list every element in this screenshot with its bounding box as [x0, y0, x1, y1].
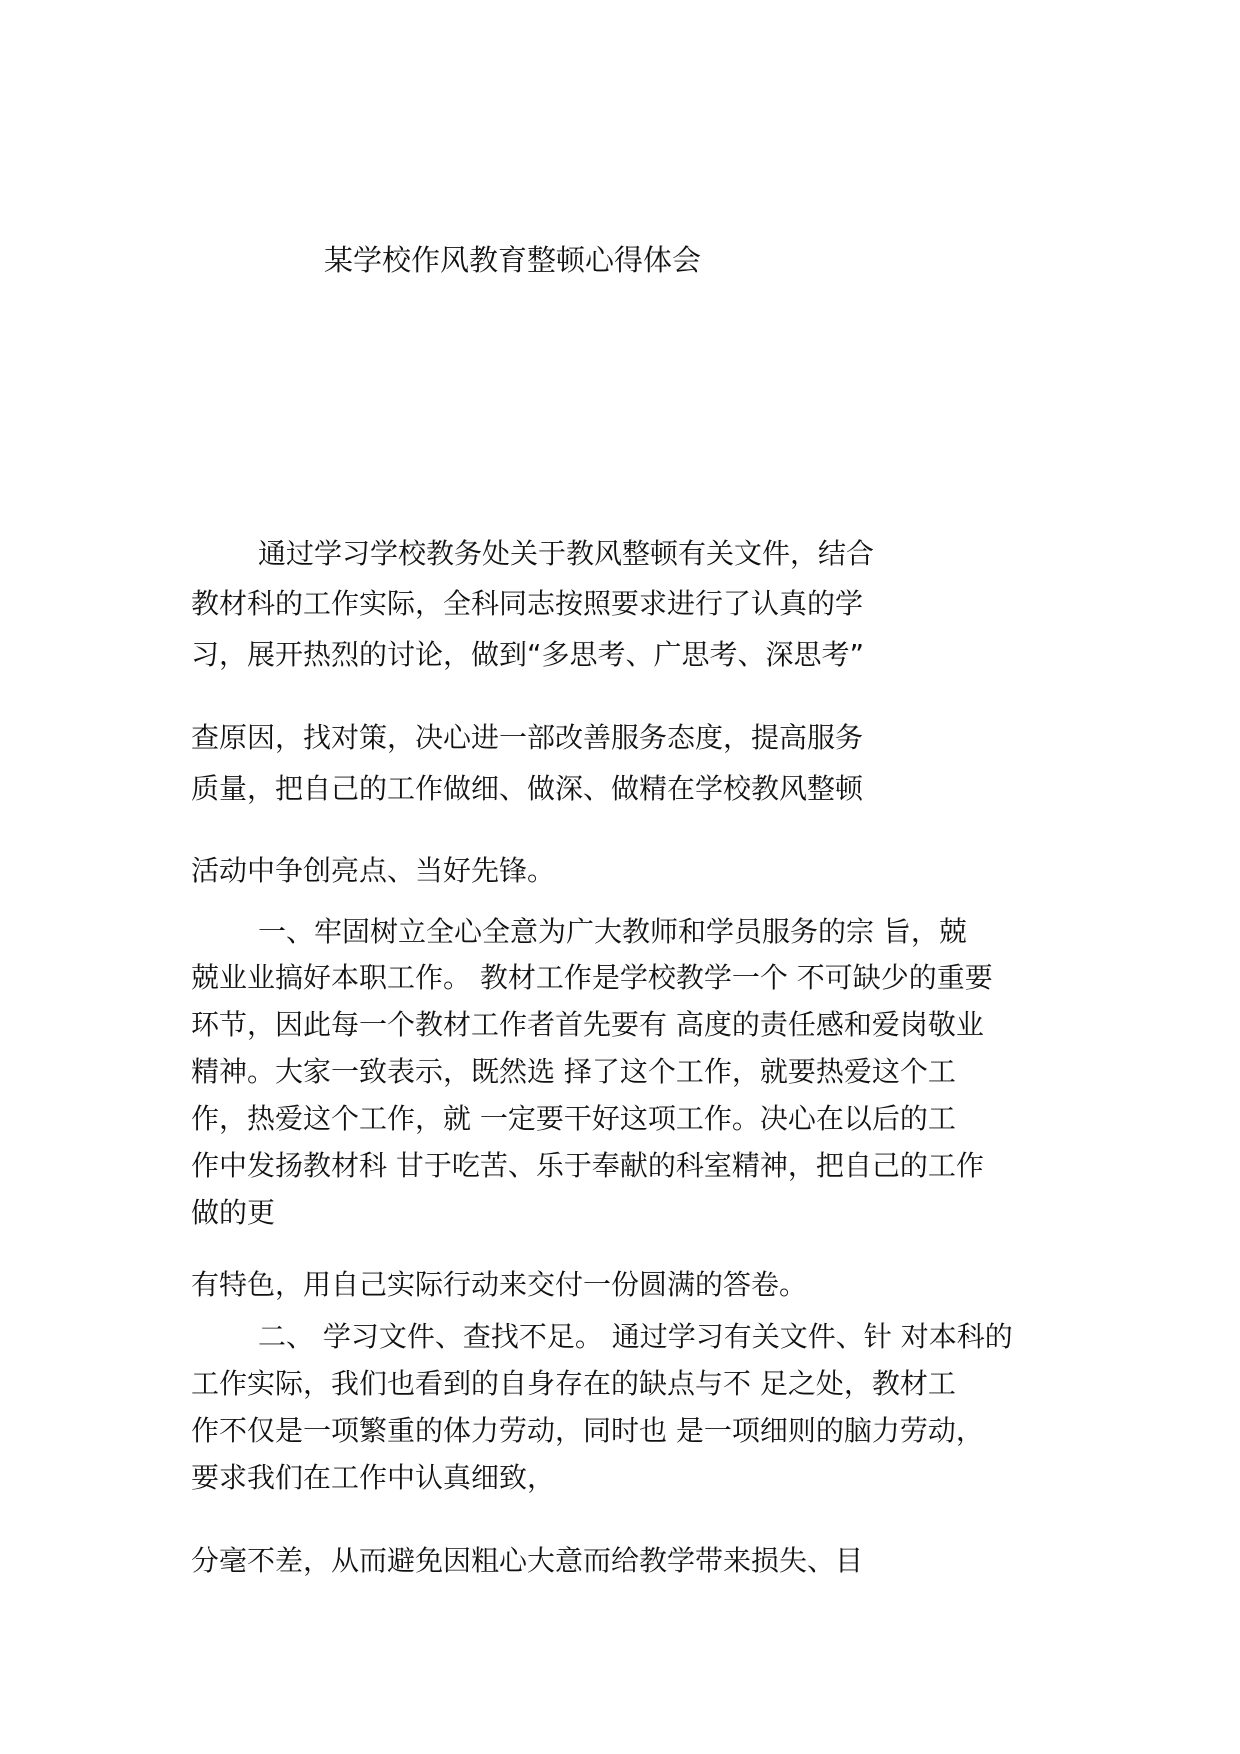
paragraph-line: 兢业业搞好本职工作。 教材工作是学校教学一个 不可缺少的重要 [191, 961, 993, 994]
document-title: 某学校作风教育整顿心得体会 [324, 243, 702, 277]
paragraph-line: 查原因，找对策，决心进一部改善服务态度，提高服务 [191, 721, 864, 754]
paragraph-line: 作不仅是一项繁重的体力劳动，同时也 是一项细则的脑力劳动， [191, 1414, 984, 1447]
paragraph-line: 工作实际，我们也看到的自身存在的缺点与不 足之处，教材工 [191, 1367, 956, 1400]
paragraph-line: 有特色，用自己实际行动来交付一份圆满的答卷。 [191, 1268, 808, 1301]
paragraph-line: 环节，因此每一个教材工作者首先要有 高度的责任感和爱岗敬业 [191, 1008, 984, 1041]
paragraph-line: 活动中争创亮点、当好先锋。 [191, 854, 556, 887]
paragraph-line: 一、牢固树立全心全意为广大教师和学员服务的宗 旨，兢 [258, 915, 967, 948]
paragraph-line: 精神。大家一致表示，既然选 择了这个工作，就要热爱这个工 [191, 1055, 956, 1088]
paragraph-line: 教材科的工作实际，全科同志按照要求进行了认真的学 [191, 587, 864, 620]
paragraph-line: 分毫不差，从而避免因粗心大意而给教学带来损失、目 [191, 1544, 864, 1577]
paragraph-line: 作，热爱这个工作，就 一定要干好这项工作。决心在以后的工 [191, 1102, 956, 1135]
paragraph-line: 习，展开热烈的讨论，做到“多思考、广思考、深思考” [191, 638, 865, 671]
paragraph-line: 二、 学习文件、查找不足。 通过学习有关文件、针 对本科的 [258, 1320, 1013, 1353]
paragraph-line: 质量，把自己的工作做细、做深、做精在学校教风整顿 [191, 772, 864, 805]
paragraph-line: 作中发扬教材科 甘于吃苦、乐于奉献的科室精神，把自己的工作 [191, 1149, 984, 1182]
paragraph-line: 做的更 [191, 1196, 276, 1229]
paragraph-line: 要求我们在工作中认真细致， [191, 1461, 556, 1494]
paragraph-line: 通过学习学校教务处关于教风整顿有关文件，结合 [258, 537, 875, 570]
